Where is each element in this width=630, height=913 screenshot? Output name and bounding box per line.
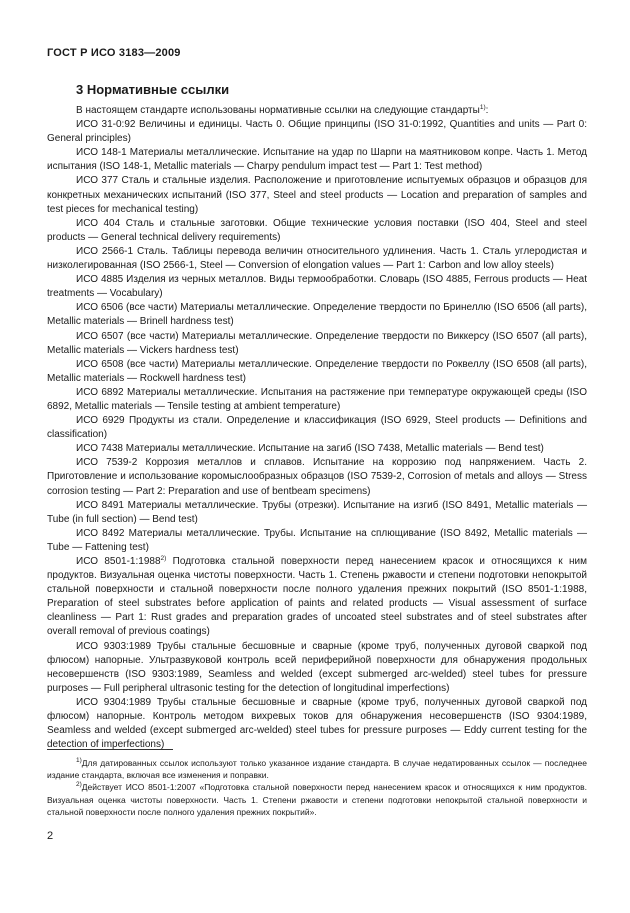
reference-item: ИСО 148-1 Материалы металлические. Испытание на удар по Шарпи на маятниковом копре. Часть 1. Метод испытания (ISO 148-1, Metallic materials — Charpy pendulum impact test — Part 1: Test method) [47, 147, 587, 173]
reference-item: ИСО 6892 Материалы металлические. Испытания на растяжение при температуре окружающей среды (ISO 6892, Metallic materials — Tensile testing at ambient temperature) [47, 386, 587, 412]
footnote-ref-1[interactable]: 1) [479, 104, 486, 111]
reference-item: ИСО 2566-1 Сталь. Таблицы перевода величин относительного удлинения. Часть 1. Сталь углеродистая и низколегированная (ISO 2566-1, Steel — Conversion of elongation values — Part 1: Carbon and low alloy steels) [47, 245, 587, 272]
reference-item: ИСО 7539-2 Коррозия металлов и сплавов. Испытание на коррозию под напряжением. Часть 2. Приготовление и использование коромыслообразных образцов (ISO 7539-2, Corrosion of metals and alloys — Stress corrosion testing — Part 2: Preparation and use of bentbeam specimens) [47, 457, 587, 497]
footnote-1: $^{1)}$Для датированных ссылок используют только указанное издание стандарта. В случае недатированных ссылок — последнее издание стандарта, включая все изменения и поправки. [47, 757, 587, 781]
section-body [47, 104, 587, 752]
reference-item: ИСО 8491 Материалы металлические. Трубы (отрезки). Испытание на изгиб (ISO 8491, Metallic materials — Tube (in full section) — Bend test) [47, 499, 587, 525]
footnotes [47, 757, 587, 818]
reference-item: ИСО 8492 Материалы металлические. Трубы. Испытание на сплющивание (ISO 8492, Metallic materials — Tube — Fattening test) [47, 527, 587, 553]
footnote-2: $^{2)}$Действует ИСО 8501-1:2007 «Подготовка стальной поверхности перед нанесением красок и относящихся к ним продуктов. Визуальная оценка чистоты поверхности. Часть 1. Степени ржавости и степени подготовки непокрытой стальной поверхности и стальной поверхности после полного удаления прежних покрытий». [47, 781, 587, 817]
reference-item: ИСО 4885 Изделия из черных металлов. Виды термообработки. Словарь (ISO 4885, Ferrous products — Heat treatments — Vocabulary) [47, 274, 587, 300]
reference-item-8501: ИСО 8501-1:1988$^{2)}$ Подготовка стальной поверхности перед нанесением красок и относящихся к ним продуктов. Визуальная оценка чистоты поверхности. Часть 1. Степень ржавости и степени подготовки непокрытой стальной поверхности и стальной поверхности после полного удаления прежних покрытий (ISO 8501-1:1988, Preparation of steel substrates before application of paints and related products — Visual assessment of surface cleanliness — Part 1: Rust grades and preparation grades of uncoated steel substrates and of steel substrates after overall removal of previous coatings) [47, 555, 587, 638]
footnote-ref-2[interactable]: 2) [160, 555, 167, 562]
reference-item: ИСО 6929 Продукты из стали. Определение и классификация (ISO 6929, Steel products — Definitions and classification) [47, 415, 587, 441]
reference-item: ИСО 377 Сталь и стальные изделия. Расположение и приготовление испытуемых образцов и образцов для конкретных механических испытаний (ISO 377, Steel and steel products — Location and preparation of samples and test pieces for mechanical testing) [47, 175, 587, 215]
section-title: 3 Нормативные ссылки [76, 82, 230, 97]
intro-paragraph: В настоящем стандарте использованы нормативные ссылки на следующие стандарты$^{1)}$: [76, 104, 489, 116]
reference-item: ИСО 404 Сталь и стальные заготовки. Общие технические условия поставки (ISO 404, Steel and steel products — General technical delivery requirements) [47, 217, 587, 243]
page-number: 2 [47, 830, 54, 842]
footnote-divider [47, 749, 173, 750]
reference-item: ИСО 6508 (все части) Материалы металлические. Определение твердости по Роквеллу (ISO 6508 (all parts), Metallic materials — Rockwell hardness test) [47, 358, 587, 384]
reference-item: ИСО 9304:1989 Трубы стальные бесшовные и сварные (кроме труб, полученных дуговой сваркой под флюсом) напорные. Контроль методом вихревых токов для обнаружения несовершенств (ISO 9304:1989, Seamless and welded (except submerged arc-welded) steel tubes for pressure purposes — Eddy current testing for the detection of imperfections) [47, 696, 587, 751]
reference-item: ИСО 6506 (все части) Материалы металлические. Определение твердости по Бринеллю (ISO 6506 (all parts), Metallic materials — Brinell hardness test) [47, 302, 587, 328]
reference-item: ИСО 9303:1989 Трубы стальные бесшовные и сварные (кроме труб, полученных дуговой сваркой под флюсом) напорные. Ультразвуковой контроль всей периферийной поверхности для обнаружения продольных несовершенств (ISO 9303:1989, Seamless and welded (except submerged arc-welded) steel tubes for pressure purposes — Full peripheral ultrasonic testing for the detection of longitudinal imperfections) [47, 640, 587, 694]
reference-item: ИСО 6507 (все части) Материалы металлические. Определение твердости по Виккерсу (ISO 6507 (all parts), Metallic materials — Vickers hardness test) [47, 330, 587, 356]
reference-item: ИСО 7438 Материалы металлические. Испытание на загиб (ISO 7438, Metallic materials — Bend test) [76, 443, 544, 455]
reference-item: ИСО 31-0:92 Величины и единицы. Часть 0. Общие принципы (ISO 31-0:1992, Quantities and units — Part 0: General principles) [47, 119, 587, 145]
document-header: ГОСТ Р ИСО 3183—2009 [47, 47, 181, 59]
